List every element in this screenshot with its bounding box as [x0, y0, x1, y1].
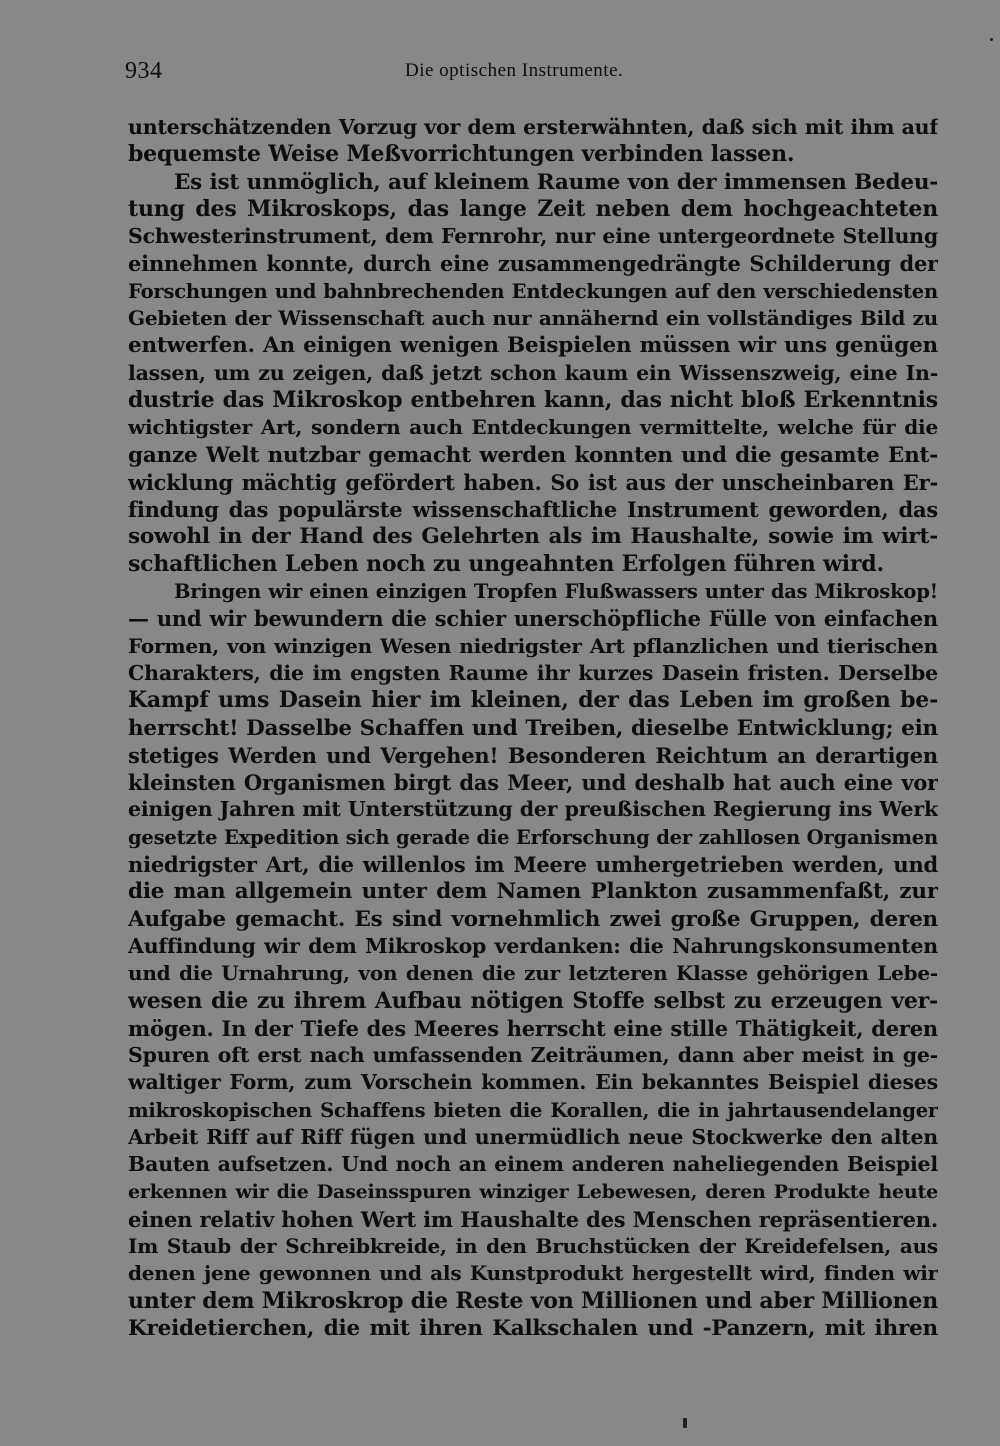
- text-line: die man allgemein unter dem Namen Plankton zusammenfaßt, zur: [128, 879, 938, 905]
- text-line: tung des Mikroskops, das lange Zeit neben dem hochgeachteten: [128, 195, 938, 222]
- text-line: Gebieten der Wissenschaft auch nur annähernd ein vollständiges Bild zu: [128, 306, 938, 331]
- text-line: gesetzte Expedition sich gerade die Erforschung der zahllosen Organismen: [128, 825, 938, 849]
- text-line: — und wir bewundern die schier unerschöpfliche Fülle von einfachen: [128, 606, 938, 632]
- page-header: [125, 58, 939, 98]
- text-line: erkennen wir die Daseinsspuren winziger Lebewesen, deren Produkte heute: [128, 1180, 938, 1203]
- text-line: Kampf ums Dasein hier im kleinen, der das Leben im großen be-: [128, 687, 938, 714]
- text-line: denen jene gewonnen und als Kunstprodukt hergestellt wird, finden wir: [128, 1261, 938, 1286]
- text-line: Schwesterinstrument, dem Fernrohr, nur eine untergeordnete Stellung: [128, 224, 938, 249]
- text-line: dustrie das Mikroskop entbehren kann, das nicht bloß Erkenntnis: [128, 386, 938, 413]
- text-line: unterschätzenden Vorzug vor dem ersterwähnten, daß sich mit ihm auf: [128, 115, 938, 139]
- text-line: sowohl in der Hand des Gelehrten als im Haushalte, sowie im wirt-: [128, 524, 938, 550]
- text-line: kleinsten Organismen birgt das Meer, und deshalb hat auch eine vor: [128, 770, 938, 796]
- text-line: Im Staub der Schreibkreide, in den Bruchstücken der Kreidefelsen, aus: [128, 1234, 938, 1259]
- text-line: wichtigster Art, sondern auch Entdeckungen vermittelte, welche für die: [128, 415, 938, 440]
- text-line: mikroskopischen Schaffens bieten die Korallen, die in jahrtausendelanger: [128, 1098, 938, 1122]
- text-line: Forschungen und bahnbrechenden Entdeckungen auf den verschiedensten: [128, 279, 938, 303]
- text-line: findung das populärste wissenschaftliche Instrument geworden, das: [128, 497, 938, 523]
- text-line: niedrigster Art, die willenlos im Meere umhergetrieben werden, und: [128, 852, 938, 878]
- text-line: stetiges Werden und Vergehen! Besonderen Reichtum an derartigen: [128, 742, 938, 768]
- text-line: herrscht! Dasselbe Schaffen und Treiben, dieselbe Entwicklung; ein: [128, 715, 938, 741]
- text-line: bequemste Weise Meßvorrichtungen verbinden lassen.: [128, 141, 795, 168]
- page-number: 934: [125, 58, 163, 84]
- text-line: einen relativ hohen Wert im Haushalte des Menschen repräsentieren.: [128, 1206, 938, 1232]
- text-line: waltiger Form, zum Vorschein kommen. Ein bekanntes Beispiel dieses: [128, 1070, 938, 1095]
- text-line: schaftlichen Leben noch zu ungeahnten Erfolgen führen wird.: [128, 550, 884, 577]
- text-line: wesen die zu ihrem Aufbau nötigen Stoffe selbst zu erzeugen ver-: [128, 987, 938, 1014]
- text-line: Es ist unmöglich, auf kleinem Raume von der immensen Bedeu-: [174, 169, 938, 195]
- text-line: entwerfen. An einigen wenigen Beispielen müssen wir uns genügen: [128, 333, 938, 359]
- text-line: Charakters, die im engsten Raume ihr kurzes Dasein fristen. Derselbe: [128, 660, 938, 685]
- scan-speck: [990, 38, 993, 41]
- text-line: ganze Welt nutzbar gemacht werden konnten und die gesamte Ent-: [128, 442, 938, 468]
- text-line: unter dem Mikroskrop die Reste von Millionen und aber Millionen: [128, 1287, 938, 1314]
- text-line: und die Urnahrung, von denen die zur letzteren Klasse gehörigen Lebe-: [128, 961, 938, 986]
- text-line: Arbeit Riff auf Riff fügen und unermüdlich neue Stockwerke den alten: [128, 1124, 938, 1149]
- text-line: lassen, um zu zeigen, daß jetzt schon kaum ein Wissenszweig, eine In-: [128, 360, 938, 385]
- running-title: Die optischen Instrumente.: [405, 60, 624, 81]
- text-line: Formen, von winzigen Wesen niedrigster Art pflanzlichen und tierischen: [128, 633, 938, 658]
- text-line: Spuren oft erst nach umfassenden Zeiträumen, dann aber meist in ge-: [128, 1043, 938, 1068]
- scan-speck: [683, 1418, 687, 1428]
- body-text: [128, 114, 938, 1342]
- text-line: einigen Jahren mit Unterstützung der preußischen Regierung ins Werk: [128, 797, 938, 822]
- text-line: Auffindung wir dem Mikroskop verdanken: die Nahrungskonsumenten: [128, 933, 938, 958]
- text-line: einnehmen konnte, durch eine zusammengedrängte Schilderung der: [128, 251, 938, 277]
- text-line: Bauten aufsetzen. Und noch an einem anderen naheliegenden Beispiel: [128, 1152, 938, 1177]
- text-line: Aufgabe gemacht. Es sind vornehmlich zwei große Gruppen, deren: [128, 906, 938, 932]
- text-line: mögen. In der Tiefe des Meeres herrscht eine stille Thätigkeit, deren: [128, 1015, 938, 1041]
- text-line: wicklung mächtig gefördert haben. So ist aus der unscheinbaren Er-: [128, 469, 938, 495]
- text-line: Kreidetierchen, die mit ihren Kalkschalen und -Panzern, mit ihren: [128, 1316, 938, 1342]
- text-line: Bringen wir einen einzigen Tropfen Flußwassers unter das Mikroskop!: [174, 580, 938, 604]
